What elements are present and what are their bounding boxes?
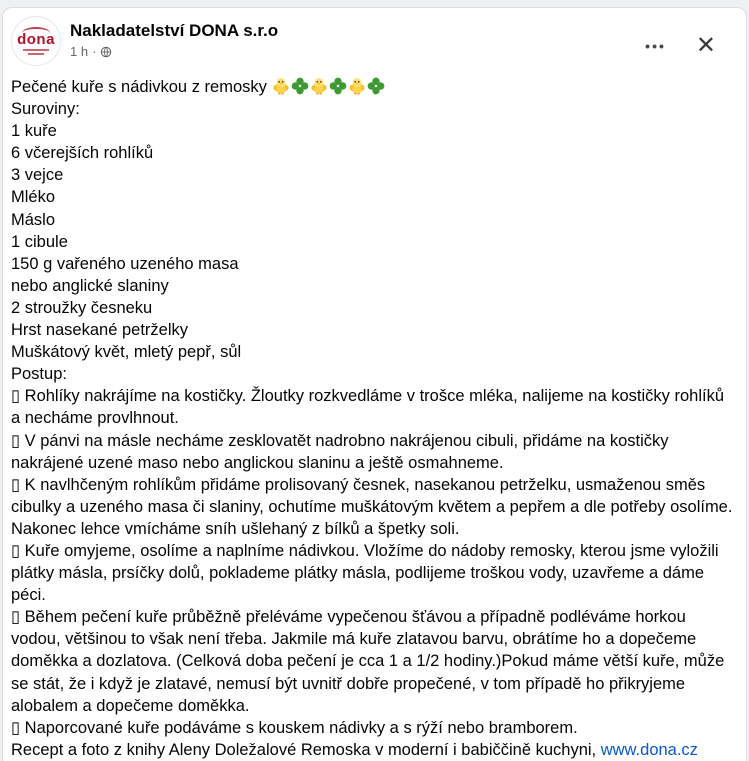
chick-emoji [348, 77, 366, 95]
clover-emoji [291, 77, 309, 95]
page-avatar[interactable] [11, 16, 61, 66]
close-button[interactable] [688, 32, 724, 60]
post-title [11, 76, 734, 98]
post-card [2, 7, 747, 761]
step-paragraph: ▯ K navlhčeným rohlíkům přidáme prolisovaný česnek, nasekanou petrželku, usmaženou směs cibulky a uzeného masa či slaniny, ochutíme muškátovým květem a pepřem a dle potřeby osolíme. Nakonec lehce vmícháme sníh ušlehaný z bílků a špetky soli. [11, 475, 738, 538]
globe-privacy-icon [100, 46, 112, 58]
ingredient-line: 1 cibule [11, 232, 68, 251]
avatar-decoration [28, 53, 44, 55]
chick-emoji [272, 77, 290, 95]
more-options-button[interactable] [637, 35, 674, 58]
ingredient-line: 3 vejce [11, 166, 64, 185]
timestamp-link[interactable]: 1 h [70, 44, 89, 59]
header-actions [637, 16, 734, 60]
post-title-text: Pečené kuře s nádivkou z remosky [11, 78, 272, 96]
ingredient-line: 150 g vařeného uzeného masa [11, 254, 239, 273]
ellipsis-icon: ••• [645, 37, 666, 54]
ingredient-line: Suroviny: [11, 100, 80, 119]
step-paragraph: ▯ V pánvi na másle necháme zesklovatět nadrobno nakrájenou cibuli, přidáme na kostičky nakrájené uzené maso nebo anglickou slaninu a ještě osmahneme. [11, 431, 674, 472]
step-paragraph: ▯ Během pečení kuře průběžně přeléváme vypečenou šťávou a případně podléváme horkou vodou, většinou to však není třeba. Jakmile má kuře zlatavou barvu, obrátíme ho a dopečeme doměkka a dozlatova. (Celková doba pečení je cca 1 a 1/2 hodiny.)Pokud máme větší kuře, může se stát, že i když je zlatavé, nemusí být uvnitř dobře propečené, v tom případě ho přikryjeme alobalem a dopečeme doměkka. [11, 608, 729, 715]
ingredient-line: nebo anglické slaniny [11, 276, 169, 295]
credit-line [11, 739, 734, 761]
ingredients-list [11, 98, 734, 385]
avatar-decoration [23, 49, 49, 51]
header-text [70, 16, 278, 59]
avatar-decoration [22, 27, 50, 33]
title-emojis [271, 78, 385, 96]
ingredient-line: 2 stroužky česneku [11, 298, 153, 317]
dona-link[interactable]: www.dona.cz [600, 740, 698, 759]
ingredient-line: Postup: [11, 365, 67, 384]
post-header [3, 8, 746, 68]
step-paragraph: ▯ Kuře omyjeme, osolíme a naplníme nádivkou. Vložíme do nádoby remosky, kterou jsme vyložili plátky másla, prsíčky dolů, poklademe plátky másla, podlijeme troškou vody, uzavřeme a dáme péci. [11, 541, 724, 605]
page-name-link[interactable]: Nakladatelství DONA s.r.o [70, 21, 279, 40]
post-meta [70, 44, 278, 59]
post-body [3, 68, 746, 761]
ingredient-line: Hrst nasekané petrželky [11, 321, 188, 340]
clover-emoji [367, 77, 385, 95]
ingredient-line: Muškátový květ, mletý pepř, sůl [11, 343, 242, 362]
ingredient-line: Máslo [11, 210, 56, 229]
close-icon: ✕ [695, 32, 716, 59]
meta-dot: · [92, 44, 97, 59]
ingredient-line: 1 kuře [11, 122, 57, 141]
brand-logo-text: dona [17, 31, 55, 48]
steps-list [11, 385, 738, 739]
step-paragraph: ▯ Naporcované kuře podáváme s kouskem nádivky a s rýží nebo bramborem. [11, 718, 578, 737]
credit-text: Recept a foto z knihy Aleny Doležalové Remoska v moderní i babiččině kuchyni, [11, 740, 601, 759]
ingredient-line: 6 včerejších rohlíků [11, 144, 154, 163]
chick-emoji [310, 77, 328, 95]
ingredient-line: Mléko [11, 188, 56, 207]
step-paragraph: ▯ Rohlíky nakrájíme na kostičky. Žloutky rozkvedláme v trošce mléka, nalijeme na kostičky rohlíků a necháme provlhnout. [11, 387, 729, 428]
clover-emoji [329, 77, 347, 95]
